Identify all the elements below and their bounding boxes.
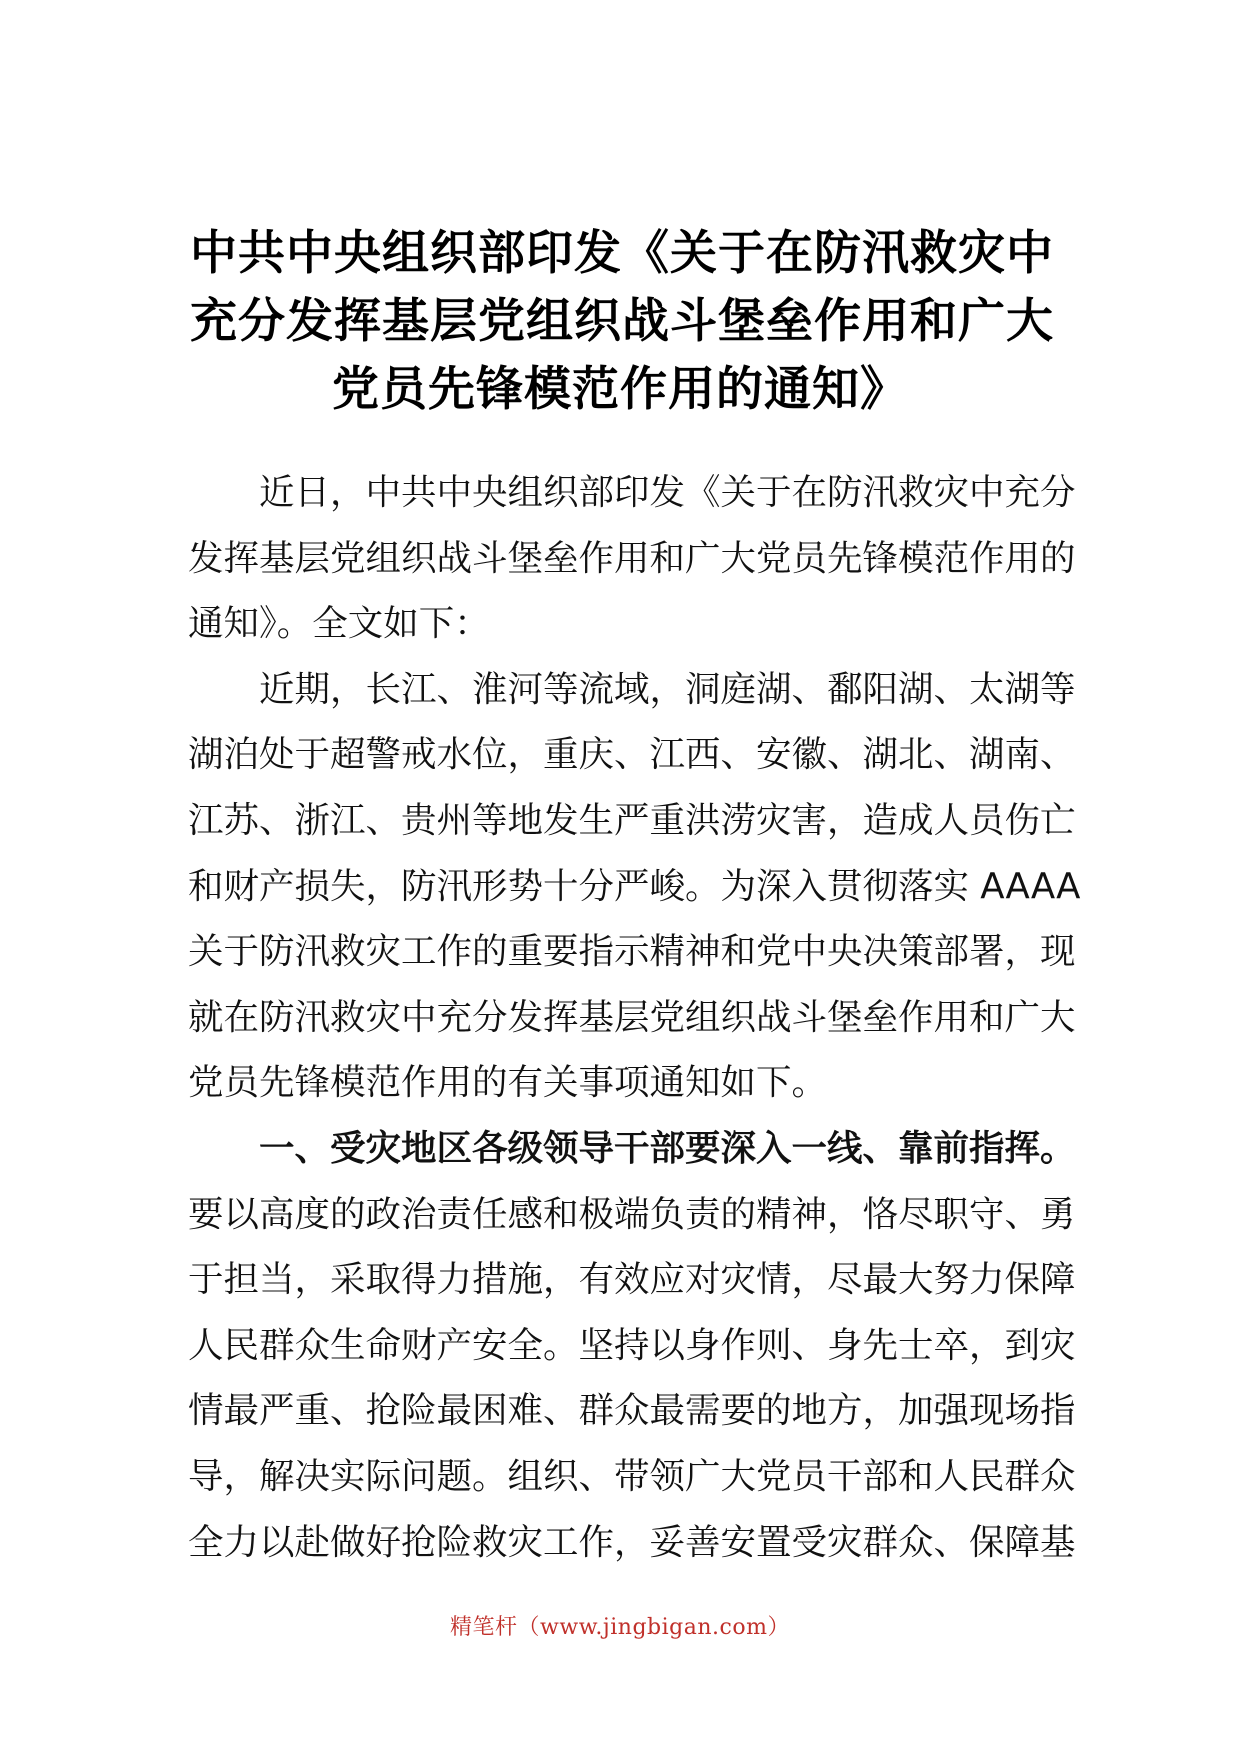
body-line: 近日，中共中央组织部印发《关于在防汛救灾中充分 (259, 472, 1076, 513)
body-line: 要以高度的政治责任感和极端负责的精神，恪尽职守、勇 (188, 1193, 1076, 1235)
title-line-3: 党员先锋模范作用的通知》 (332, 362, 908, 417)
body-line: 导，解决实际问题。组织、带领广大党员干部和人民群众 (188, 1455, 1076, 1497)
body-line: 全力以赴做好抢险救灾工作，妥善安置受灾群众、保障基 (188, 1521, 1076, 1563)
body-line: 于担当，采取得力措施，有效应对灾情，尽最大努力保障 (188, 1259, 1076, 1301)
title-line-2: 充分发挥基层党组织战斗堡垒作用和广大 (190, 294, 1054, 349)
footer-watermark: 精笔杆（www.jingbigan.com） (450, 1615, 790, 1640)
document-body (188, 460, 1081, 1575)
body-line: 湖泊处于超警戒水位，重庆、江西、安徽、湖北、湖南、 (188, 734, 1076, 776)
document-title (190, 220, 1054, 424)
body-line: 情最严重、抢险最困难、群众最需要的地方，加强现场指 (188, 1390, 1076, 1432)
body-line: 通知》。全文如下： (188, 603, 490, 645)
title-line-1: 中共中央组织部印发《关于在防汛救灾中 (190, 226, 1054, 281)
body-line: 党员先锋模范作用的有关事项通知如下。 (188, 1062, 828, 1104)
body-line: 和财产损失，防汛形势十分严峻。为深入贯彻落实 AAAA (188, 865, 1081, 907)
body-line: 人民群众生命财产安全。坚持以身作则、身先士卒，到灾 (188, 1324, 1076, 1366)
body-line: 发挥基层党组织战斗堡垒作用和广大党员先锋模范作用的 (188, 537, 1076, 579)
body-line: 江苏、浙江、贵州等地发生严重洪涝灾害，造成人员伤亡 (188, 799, 1076, 841)
body-line: 关于防汛救灾工作的重要指示精神和党中央决策部署，现 (188, 931, 1076, 973)
section-heading: 一、受灾地区各级领导干部要深入一线、靠前指挥。 (259, 1127, 1076, 1169)
body-line: 就在防汛救灾中充分发挥基层党组织战斗堡垒作用和广大 (188, 996, 1076, 1038)
body-line: 近期，长江、淮河等流域，洞庭湖、鄱阳湖、太湖等 (259, 668, 1076, 710)
